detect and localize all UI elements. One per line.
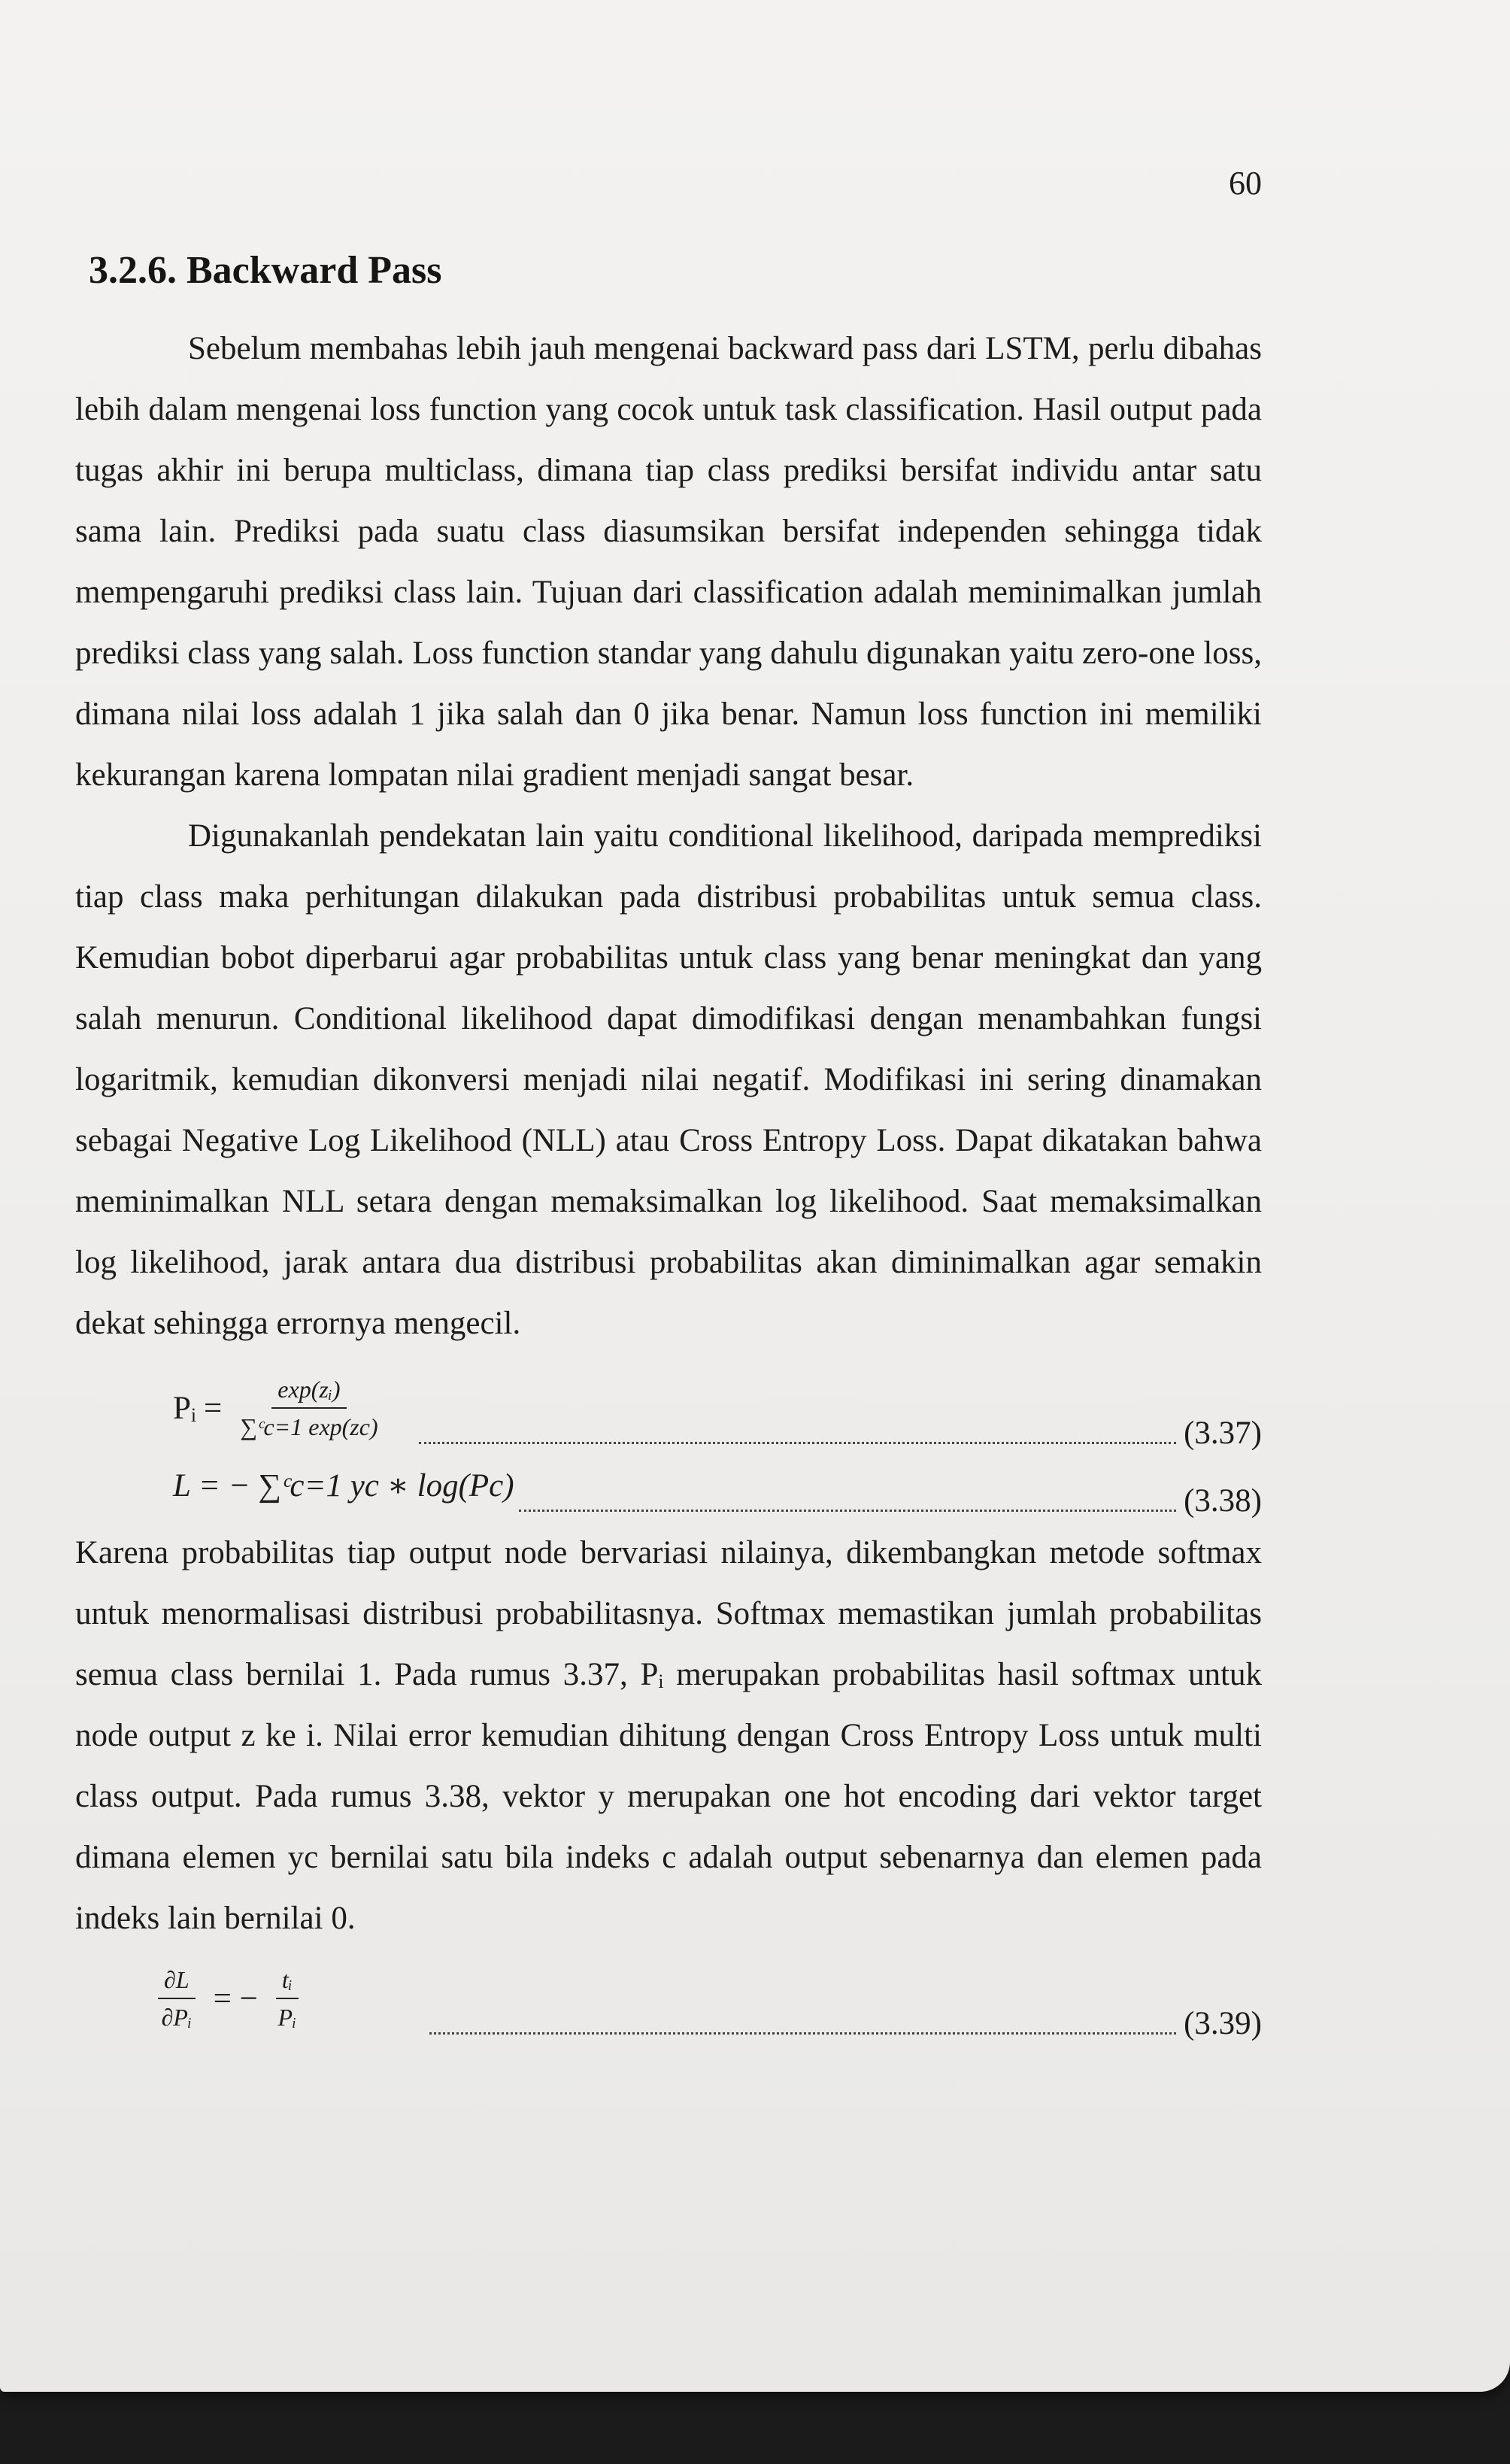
page-number: 60 [1229,165,1262,202]
equation-3-39-rhs-numerator: tᵢ [276,1963,299,1999]
equation-3-38-expression: L = − ∑ᶜc=1 yc ∗ log(Pc) [173,1468,514,1504]
equation-3-37-equals: = [203,1390,223,1426]
page-content [75,248,1262,2042]
equation-3-39-lhs-numerator: ∂L [158,1963,196,1999]
paragraph-softmax: Karena probabilitas tiap output node bervariasi nilainya, dikembangkan metode softmax untuk menormalisasi distribusi probabilitasnya. Softmax memastikan jumlah probabilitas semua class bernilai 1. Pada rumus 3.37, Pᵢ merupakan probabilitas hasil softmax untuk node output z ke i. Nilai error kemudian dihitung dengan Cross Entropy Loss untuk multi class output. Pada rumus 3.38, vektor y merupakan one hot encoding dari vektor target dimana elemen yc bernilai satu bila indeks c adalah output sebenarnya dan elemen pada indeks lain bernilai 0. [75,1535,1262,1936]
equation-3-37-body [173,1373,389,1443]
equation-3-39-rhs-fraction [276,1963,299,2034]
paragraph-loss-function: Sebelum membahas lebih jauh mengenai backward pass dari LSTM, perlu dibahas lebih dalam mengenai loss function yang cocok untuk task classification. Hasil output pada tugas akhir ini berupa multiclass, dimana tiap class prediksi bersifat individu antar satu sama lain. Prediksi pada suatu class diasumsikan bersifat independen sehingga tidak mempengaruhi prediksi class lain. Tujuan dari classification adalah meminimalkan jumlah prediksi class yang salah. Loss function standar yang dahulu digunakan yaitu zero-one loss, dimana nilai loss adalah 1 jika salah dan 0 jika benar. Namun loss function ini memiliki kekurangan karena lompatan nilai gradient menjadi sangat besar. [75,331,1262,793]
equation-3-37 [173,1364,1262,1452]
equation-3-39-operator: = − [213,1980,258,2016]
equation-3-38 [173,1452,1262,1519]
equation-3-38-leader [519,1510,1177,1512]
equation-3-37-leader [419,1442,1177,1444]
equation-3-39 [158,1955,1262,2042]
equation-3-37-number: (3.37) [1184,1416,1262,1451]
equation-3-39-body [158,1963,309,2034]
equation-3-38-body [173,1467,514,1504]
equation-3-38-number: (3.38) [1184,1483,1262,1519]
equation-3-37-numerator: exp(zᵢ) [271,1373,346,1409]
equation-3-37-denominator: ∑ᶜc=1 exp(zc) [240,1413,378,1440]
equation-3-39-rhs-denominator: Pᵢ [277,2004,297,2031]
equation-3-39-lhs-denominator: ∂Pᵢ [161,2004,193,2031]
equation-3-37-lhs: Pᵢ [173,1390,196,1426]
equation-3-39-number: (3.39) [1184,2006,1262,2041]
equation-3-37-fraction [240,1373,378,1443]
paragraph-conditional-likelihood: Digunakanlah pendekatan lain yaitu conditional likelihood, daripada memprediksi tiap class maka perhitungan dilakukan pada distribusi probabilitas untuk semua class. Kemudian bobot diperbarui agar probabilitas untuk class yang benar meningkat dan yang salah menurun. Conditional likelihood dapat dimodifikasi dengan menambahkan fungsi logaritmik, kemudian dikonversi menjadi nilai negatif. Modifikasi ini sering dinamakan sebagai Negative Log Likelihood (NLL) atau Cross Entropy Loss. Dapat dikatakan bahwa meminimalkan NLL setara dengan memaksimalkan log likelihood. Saat memaksimalkan log likelihood, jarak antara dua distribusi probabilitas akan diminimalkan agar semakin dekat sehingga errornya mengecil. [75,818,1262,1341]
equation-3-39-leader [429,2032,1176,2035]
section-heading: 3.2.6. Backward Pass [89,249,442,292]
equation-3-39-lhs-fraction [158,1963,196,2034]
